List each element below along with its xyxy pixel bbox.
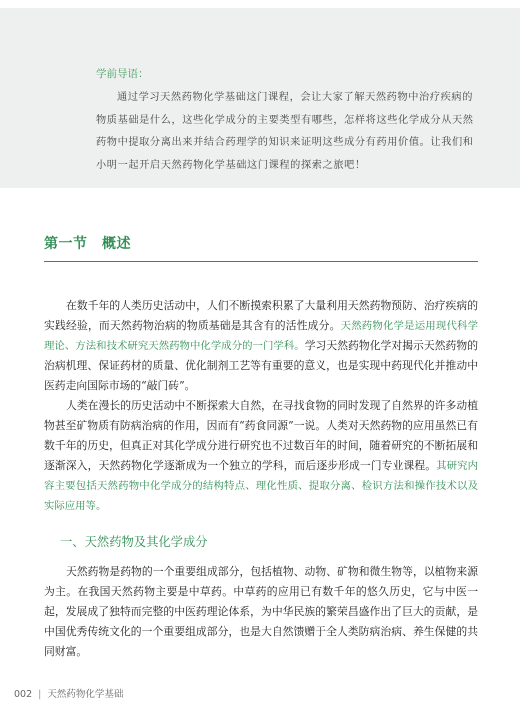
page-footer xyxy=(14,686,123,700)
paragraph-3: 天然药物是药物的一个重要组成部分，包括植物、动物、矿物和微生物等，以植物来源为主。在我国天然药物主要是中草药。中草药的应用已有数千年的悠久历史，它与中医一起，发展成了独特而完整的中医药理论体系，为中华民族的繁荣昌盛作出了巨大的贡献，是中国优秀传统文化的一个重要组成部分，也是大自然馈赠于全人类防病治病、养生保健的共同财富。 xyxy=(44,565,478,658)
intro-section xyxy=(96,66,476,177)
page-number: 002 xyxy=(14,689,33,700)
intro-text: 通过学习天然药物化学基础这门课程，会让大家了解天然药物中治疗疾病的物质基础是什么，这些化学成分的主要类型有哪些，怎样将这些化学成分从天然药物中提取分离出来并结合药理学的知识来证明这些成分有药用价值。让我们和小明一起开启天然药物化学基础这门课程的探索之旅吧！ xyxy=(96,92,474,171)
intro-label: 学前导语： xyxy=(96,68,149,80)
section-title: 第一节 概述 xyxy=(44,233,478,262)
paragraph-2-text: 人类在漫长的历史活动中不断探索大自然，在寻找食物的同时发现了自然界的许多动植物甚至矿物质有防病治病的作用，因而有“药食同源”一说。人类对天然药物的应用虽然已有数千年的历史，但真正对其化学成分进行研究也不过数百年的时间，随着研究的不断拓展和逐渐深入，天然药物化学逐渐成为一个独立的学科，而后逐步形成一门专业课程。 xyxy=(44,399,478,472)
footer-separator: | xyxy=(38,689,42,700)
paragraph-1 xyxy=(44,296,478,396)
body-paragraph-3-block xyxy=(44,562,478,662)
paragraph-2 xyxy=(44,396,478,516)
body-paragraphs xyxy=(44,296,478,516)
paragraph-1-highlight: 天然药物化学是运用现代科学理论、方法和技术研究天然药物中化学成分的一门学科。 xyxy=(44,320,478,352)
paragraph-1-text-b: 学习天然药物化学对揭示天然药物的治病机理、保证药材的质量、优化制剂工艺等有重要的意义，也是实现中药现代化并推动中医药走向国际市场的“敲门砖”。 xyxy=(44,339,479,392)
top-band xyxy=(0,0,520,8)
book-title: 天然药物化学基础 xyxy=(47,689,124,700)
paragraph-1-text-a: 在数千年的人类历史活动中，人们不断摸索积累了大量利用天然药物预防、治疗疾病的实践经验，而天然药物治病的物质基础是其含有的活性成分。 xyxy=(44,299,478,332)
subsection-title: 一、天然药物及其化学成分 xyxy=(60,535,208,549)
paragraph-2-highlight: 其研究内容主要包括天然药物中化学成分的结构特点、理化性质、提取分离、检识方法和操作技术以及实际应用等。 xyxy=(44,460,479,512)
